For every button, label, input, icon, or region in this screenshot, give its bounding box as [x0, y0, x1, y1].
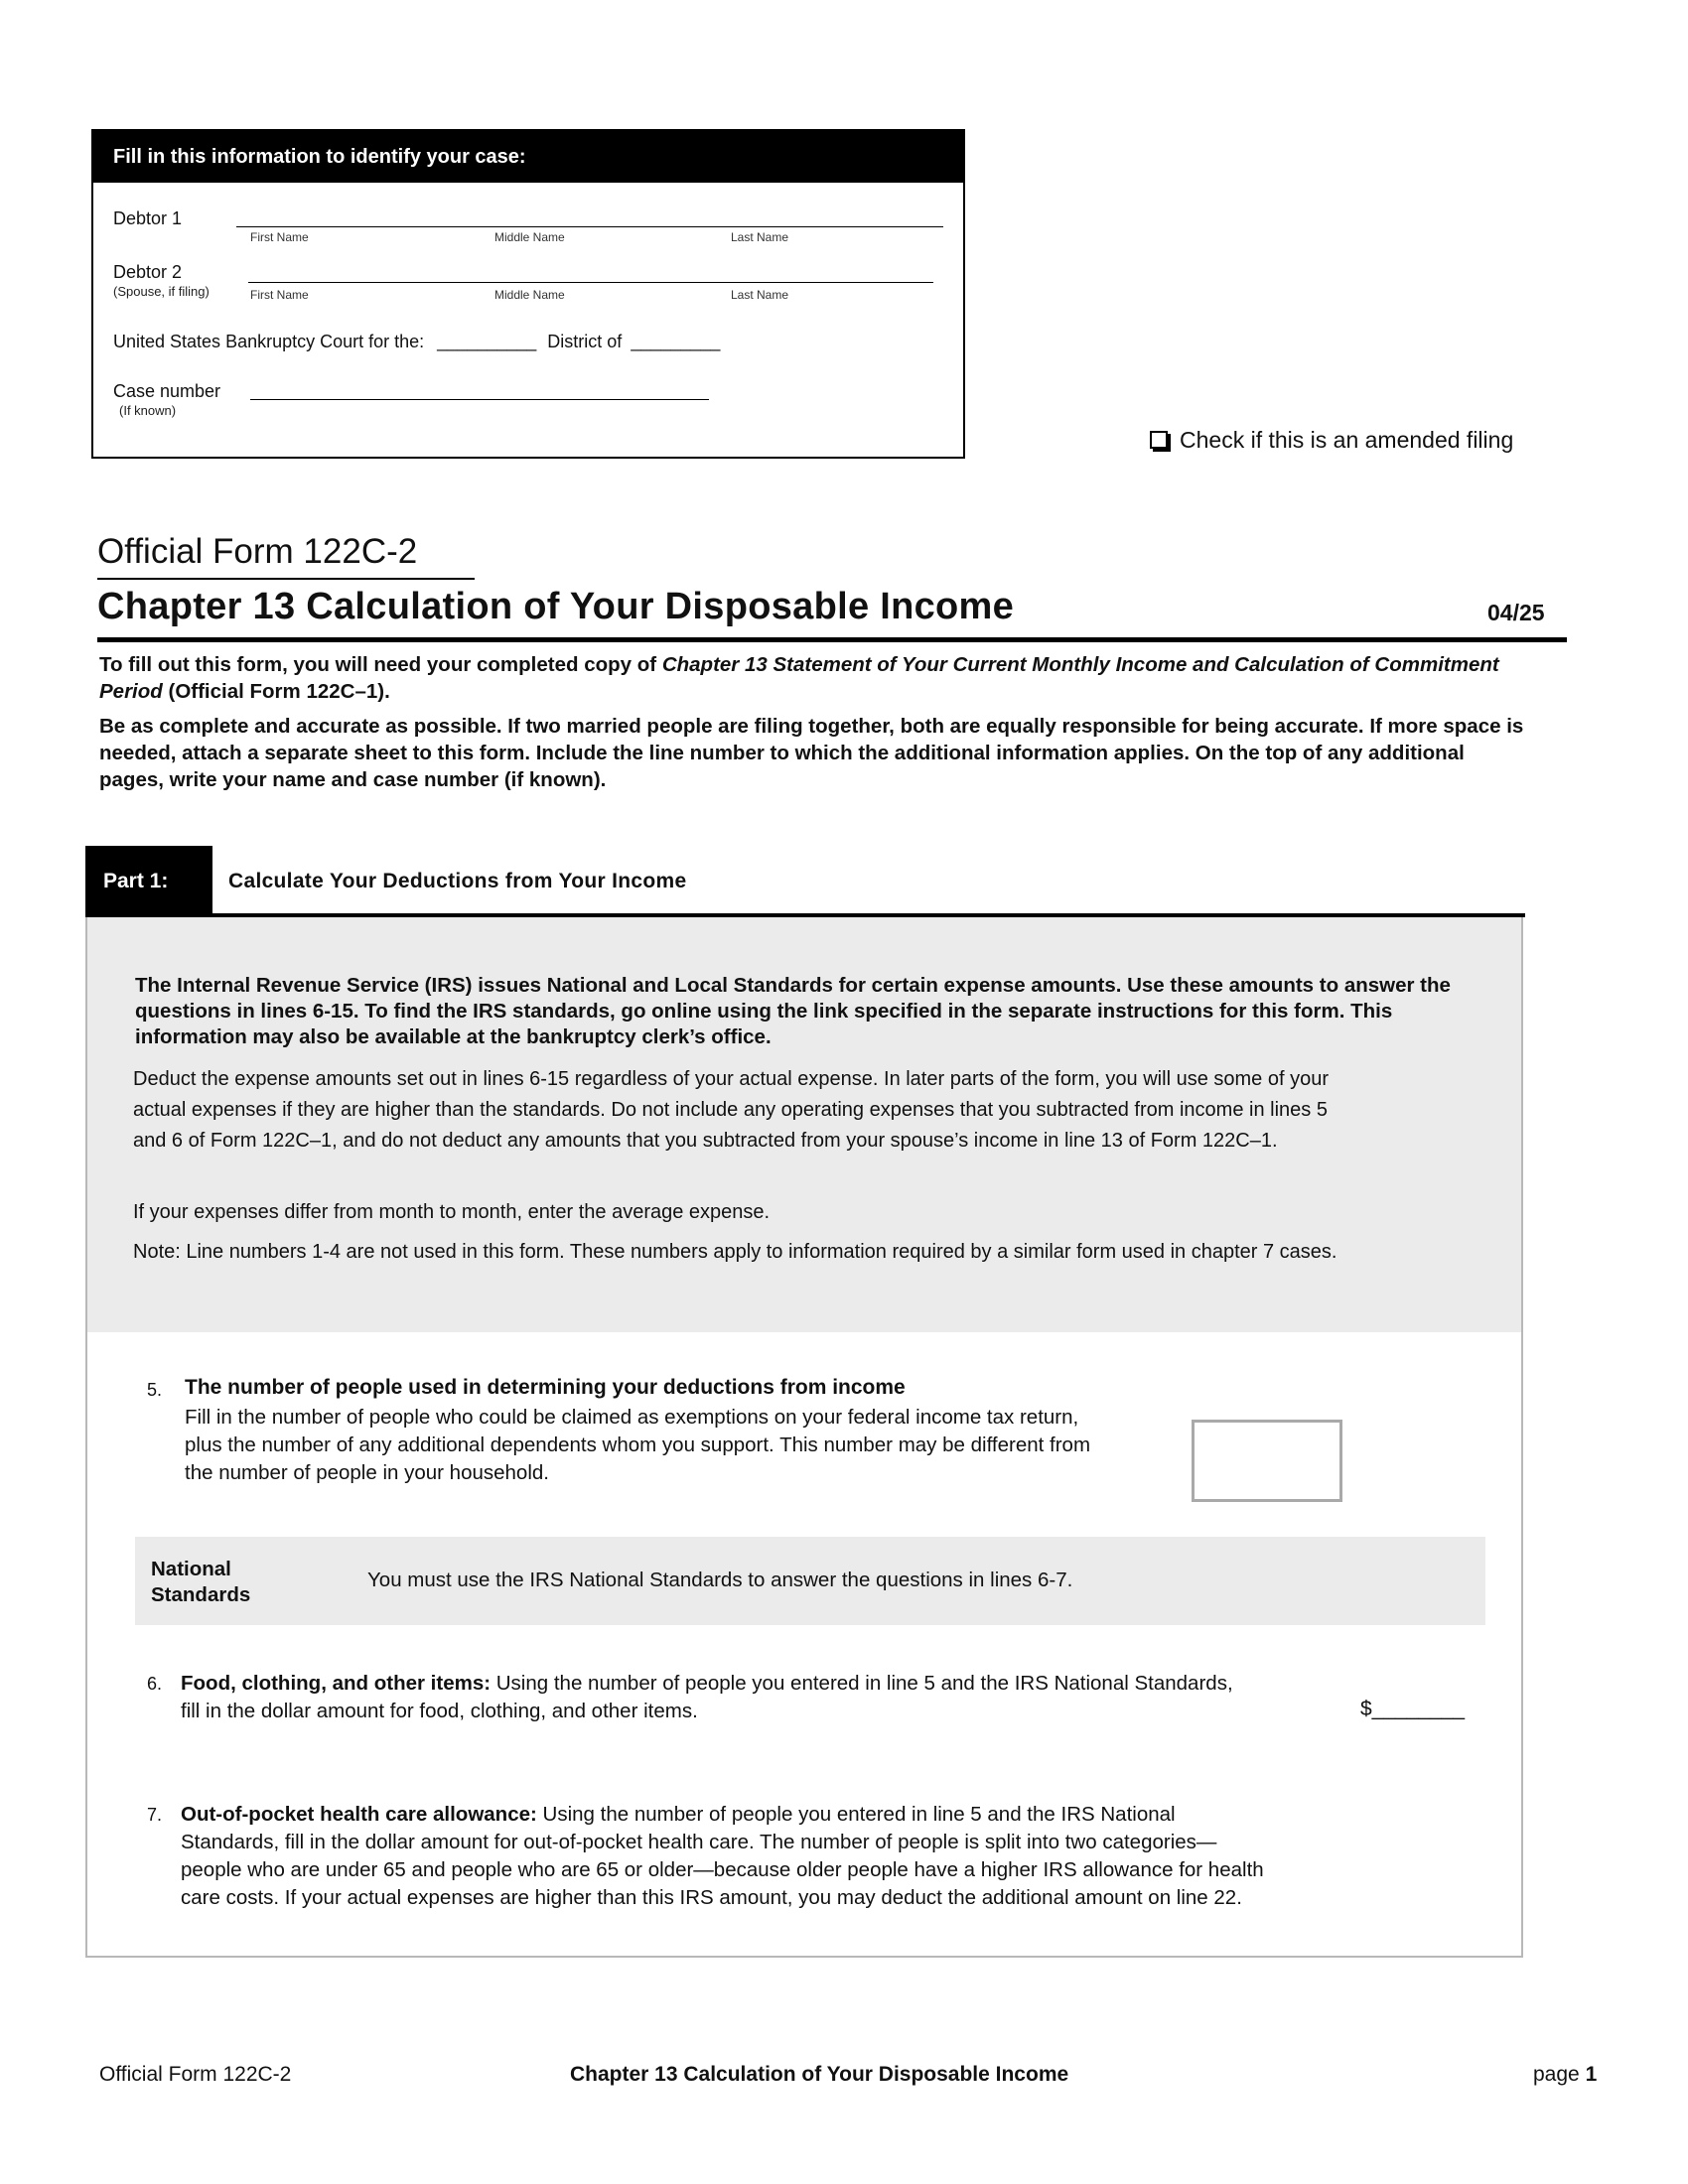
footer-page-label: page: [1533, 2063, 1586, 2086]
line5-title: The number of people used in determining your deductions from income: [185, 1376, 906, 1399]
footer-form-title: Chapter 13 Calculation of Your Disposable Income: [570, 2063, 1069, 2086]
national-label-line2: Standards: [151, 1583, 251, 1606]
deduct-instructions: Deduct the expense amounts set out in lines 6-15 regardless of your actual expense. In later parts of the form, you will use some of your actual expenses if they are higher than the standards. Do not include any operating expenses that you subtracted from income in lines 5 and 6 of Form 122C–1, and do not deduct any amounts that you subtracted from your spouse’s income in line 13 of Form 122C–1.: [133, 1068, 1329, 1152]
intro-p1-tail: (Official Form 122C–1).: [162, 680, 390, 703]
footer-page-number: [1533, 2063, 1597, 2087]
form-version: 04/25: [1487, 600, 1545, 625]
debtor2-sublabel: (Spouse, if filing): [113, 284, 210, 299]
line-numbers-note: Note: Line numbers 1-4 are not used in this form. These numbers apply to information required by a similar form used in chapter 7 cases.: [133, 1241, 1337, 1263]
national-standards-band: [135, 1537, 1485, 1625]
line5-text: Fill in the number of people who could be claimed as exemptions on your federal income tax return, plus the number of any additional dependents whom you support. This number may be different from the number of people in your household.: [185, 1406, 1091, 1484]
intro-p1-text: To fill out this form, you will need your completed copy of: [99, 653, 662, 676]
line7-title: Out-of-pocket health care allowance:: [181, 1803, 537, 1826]
part1-title: Calculate Your Deductions from Your Income: [228, 870, 687, 892]
title-rule: [97, 637, 1567, 642]
amended-filing-checkbox-row[interactable]: [1150, 427, 1513, 454]
line6-text-block: [181, 1670, 1233, 1725]
district-field[interactable]: _________: [631, 332, 721, 351]
line6-text: Using the number of people you entered in line 5 and the IRS National Standards, fill in the dollar amount for food, clothing, and other items.: [181, 1672, 1233, 1722]
intro-paragraph-1: [99, 651, 1559, 705]
part1-label: Part 1:: [85, 846, 212, 917]
average-expense-note: If your expenses differ from month to month, enter the average expense.: [133, 1201, 771, 1223]
form-name-rule: [97, 578, 475, 580]
debtor1-name-field[interactable]: [236, 226, 943, 227]
debtor2-middle-name-caption: Middle Name: [494, 288, 565, 302]
court-label: United States Bankruptcy Court for the:: [113, 332, 425, 351]
debtor1-first-name-caption: First Name: [250, 230, 309, 244]
national-standards-text: You must use the IRS National Standards to answer the questions in lines 6-7.: [367, 1569, 1073, 1591]
debtor2-name-field[interactable]: [248, 282, 933, 283]
case-identification-box: [91, 129, 965, 459]
line7-number: 7.: [147, 1805, 163, 1825]
people-count-input[interactable]: [1192, 1420, 1342, 1502]
debtor1-last-name-caption: Last Name: [731, 230, 789, 244]
line6-title: Food, clothing, and other items:: [181, 1672, 492, 1695]
national-label-line1: National: [151, 1558, 231, 1580]
case-number-field[interactable]: [250, 399, 709, 400]
debtor2-last-name-caption: Last Name: [731, 288, 789, 302]
intro-p1-italic: Chapter 13 Statement of Your Current Monthly Income and Calculation of Commitment Period: [99, 653, 1499, 703]
line5-number: 5.: [147, 1380, 163, 1400]
case-number-label: Case number: [113, 381, 221, 401]
line7-text-block: [181, 1801, 1273, 1912]
amended-filing-label: Check if this is an amended filing: [1180, 427, 1514, 453]
case-box-header: Fill in this information to identify your case:: [93, 131, 963, 183]
line6-amount-field[interactable]: $________: [1360, 1698, 1466, 1720]
court-line: [113, 332, 720, 352]
intro-paragraph-2: Be as complete and accurate as possible. If two married people are filing together, both are equally responsible for being accurate. If more space is needed, attach a separate sheet to this form. Include the line number to which the additional information applies. On the top of any additional pages, write your name and case number (if known).: [99, 715, 1524, 791]
debtor1-middle-name-caption: Middle Name: [494, 230, 565, 244]
part1-info-panel: [87, 917, 1521, 1332]
national-standards-label: [151, 1557, 250, 1608]
case-number-sublabel: (If known): [119, 403, 177, 418]
court-field[interactable]: __________: [437, 332, 537, 351]
debtor2-label: Debtor 2: [113, 262, 183, 282]
debtor1-label: Debtor 1: [113, 208, 183, 228]
irs-standards-notice: The Internal Revenue Service (IRS) issues National and Local Standards for certain expense amounts. Use these amounts to answer the questions in lines 6-15. To find the IRS standards, go online using the link specified in the separate instructions for this form. This information may also be available at the bankruptcy clerk’s office.: [135, 974, 1451, 1048]
part1-header: [85, 846, 1525, 917]
form-title: Chapter 13 Calculation of Your Disposable Income: [97, 586, 1015, 627]
district-label: District of: [547, 332, 623, 351]
line6-number: 6.: [147, 1674, 163, 1694]
amended-filing-checkbox[interactable]: [1150, 431, 1168, 449]
line7-text: Using the number of people you entered in line 5 and the IRS National Standards, fill in the dollar amount for out-of-pocket health care. The number of people is split into two categories—people who are under 65 and people who are 65 or older—because older people have a higher IRS allowance for health care costs. If your actual expenses are higher than this IRS amount, you may deduct the additional amount on line 22.: [181, 1803, 1264, 1909]
debtor2-first-name-caption: First Name: [250, 288, 309, 302]
footer-form-name: Official Form 122C-2: [99, 2063, 292, 2086]
footer-page-num: 1: [1585, 2063, 1598, 2086]
form-name: Official Form 122C-2: [97, 532, 418, 571]
